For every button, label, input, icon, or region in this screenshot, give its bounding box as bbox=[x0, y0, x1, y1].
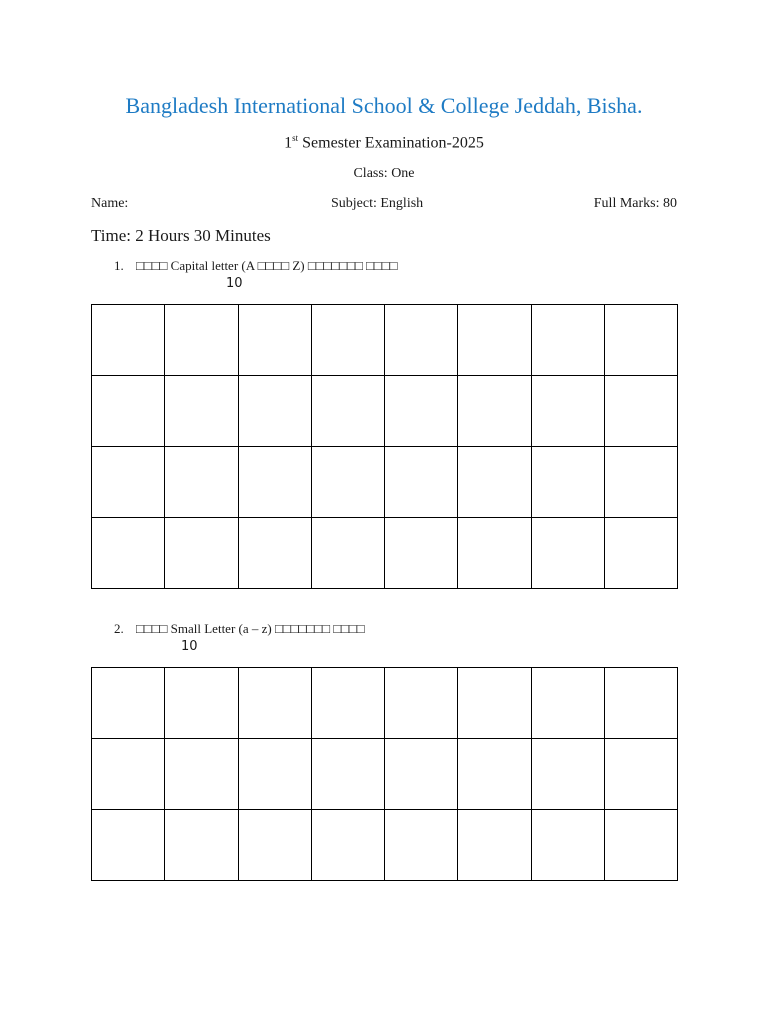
capital-letter-grid-answer-cell[interactable] bbox=[311, 447, 384, 518]
small-letter-grid-row bbox=[92, 668, 678, 739]
question-2-number: 2. bbox=[114, 621, 124, 636]
capital-letter-grid-answer-cell[interactable] bbox=[238, 518, 311, 589]
small-letter-grid-answer-cell[interactable] bbox=[238, 810, 311, 881]
question-1-marks: 10 bbox=[226, 276, 243, 291]
capital-letter-grid-row bbox=[92, 447, 678, 518]
small-letter-grid-answer-cell[interactable] bbox=[385, 739, 458, 810]
capital-letter-grid-answer-cell[interactable] bbox=[458, 518, 531, 589]
class-label: Class: One bbox=[353, 166, 415, 181]
small-letter-grid-answer-cell[interactable] bbox=[604, 810, 677, 881]
small-letter-grid-answer-cell[interactable] bbox=[458, 810, 531, 881]
question-1-text: □□□□ Capital letter (A □□□□ Z) □□□□□□□ □□□□ bbox=[136, 258, 398, 273]
capital-letter-grid-answer-cell[interactable] bbox=[385, 376, 458, 447]
capital-letter-grid-answer-cell[interactable] bbox=[604, 305, 677, 376]
capital-letter-grid-answer-cell[interactable] bbox=[531, 305, 604, 376]
capital-letter-grid-answer-cell[interactable] bbox=[604, 518, 677, 589]
capital-letter-grid-answer-cell[interactable] bbox=[165, 518, 238, 589]
capital-letter-grid-answer-cell[interactable] bbox=[238, 447, 311, 518]
capital-letter-grid-answer-cell[interactable] bbox=[385, 447, 458, 518]
small-letter-grid-answer-cell[interactable] bbox=[165, 739, 238, 810]
capital-letter-grid-answer-cell[interactable] bbox=[458, 305, 531, 376]
capital-letter-grid-row bbox=[92, 376, 678, 447]
capital-letter-grid-answer-cell[interactable] bbox=[531, 376, 604, 447]
capital-letter-grid-answer-cell[interactable] bbox=[165, 305, 238, 376]
capital-letter-grid bbox=[91, 304, 678, 589]
small-letter-grid-answer-cell[interactable] bbox=[458, 668, 531, 739]
small-letter-grid-answer-cell[interactable] bbox=[531, 810, 604, 881]
small-letter-grid-answer-cell[interactable] bbox=[238, 739, 311, 810]
capital-letter-grid-answer-cell[interactable] bbox=[385, 518, 458, 589]
question-2 bbox=[114, 621, 365, 637]
name-label: Name: bbox=[91, 196, 129, 211]
time-label: Time: 2 Hours 30 Minutes bbox=[91, 226, 271, 245]
small-letter-grid-answer-cell[interactable] bbox=[531, 739, 604, 810]
small-letter-grid-answer-cell[interactable] bbox=[531, 668, 604, 739]
question-2-text: □□□□ Small Letter (a – z) □□□□□□□ □□□□ bbox=[136, 621, 365, 636]
capital-letter-grid-answer-cell[interactable] bbox=[165, 447, 238, 518]
small-letter-grid-answer-cell[interactable] bbox=[458, 739, 531, 810]
capital-letter-grid-answer-cell[interactable] bbox=[165, 376, 238, 447]
small-letter-grid-answer-cell[interactable] bbox=[92, 810, 165, 881]
small-letter-grid-answer-cell[interactable] bbox=[165, 810, 238, 881]
question-1 bbox=[114, 258, 397, 274]
capital-letter-grid-answer-cell[interactable] bbox=[238, 305, 311, 376]
school-title: Bangladesh International School & College Jeddah, Bisha. bbox=[125, 93, 643, 118]
capital-letter-grid-answer-cell[interactable] bbox=[604, 447, 677, 518]
capital-letter-grid-answer-cell[interactable] bbox=[604, 376, 677, 447]
capital-letter-grid-answer-cell[interactable] bbox=[311, 376, 384, 447]
exam-title bbox=[0, 133, 768, 152]
subject-label: Subject: English bbox=[331, 196, 424, 211]
capital-letter-grid-row bbox=[92, 305, 678, 376]
full-marks-label: Full Marks: 80 bbox=[593, 196, 677, 211]
small-letter-grid-answer-cell[interactable] bbox=[385, 668, 458, 739]
question-2-marks: 10 bbox=[181, 639, 198, 654]
small-letter-grid-row bbox=[92, 739, 678, 810]
small-letter-grid bbox=[91, 667, 678, 881]
capital-letter-grid-answer-cell[interactable] bbox=[311, 305, 384, 376]
capital-letter-grid-answer-cell[interactable] bbox=[92, 376, 165, 447]
capital-letter-grid-answer-cell[interactable] bbox=[458, 447, 531, 518]
capital-letter-grid-answer-cell[interactable] bbox=[531, 447, 604, 518]
small-letter-grid-answer-cell[interactable] bbox=[604, 668, 677, 739]
small-letter-grid-answer-cell[interactable] bbox=[92, 739, 165, 810]
capital-letter-grid-answer-cell[interactable] bbox=[92, 447, 165, 518]
exam-title-prefix: 1 bbox=[284, 134, 293, 152]
capital-letter-grid-row bbox=[92, 518, 678, 589]
small-letter-grid-row bbox=[92, 810, 678, 881]
capital-letter-grid-answer-cell[interactable] bbox=[531, 518, 604, 589]
exam-title-rest: Semester Examination-2025 bbox=[298, 134, 484, 152]
question-1-number: 1. bbox=[114, 258, 124, 273]
small-letter-grid-answer-cell[interactable] bbox=[311, 739, 384, 810]
small-letter-grid-answer-cell[interactable] bbox=[238, 668, 311, 739]
capital-letter-grid-answer-cell[interactable] bbox=[92, 305, 165, 376]
small-letter-grid-answer-cell[interactable] bbox=[311, 668, 384, 739]
capital-letter-grid-answer-cell[interactable] bbox=[92, 518, 165, 589]
capital-letter-grid-answer-cell[interactable] bbox=[238, 376, 311, 447]
small-letter-grid-answer-cell[interactable] bbox=[311, 810, 384, 881]
small-letter-grid-answer-cell[interactable] bbox=[604, 739, 677, 810]
exam-title-superscript: st bbox=[292, 133, 299, 143]
info-row bbox=[91, 196, 677, 214]
small-letter-grid-answer-cell[interactable] bbox=[165, 668, 238, 739]
small-letter-grid-answer-cell[interactable] bbox=[385, 810, 458, 881]
capital-letter-grid-answer-cell[interactable] bbox=[458, 376, 531, 447]
capital-letter-grid-answer-cell[interactable] bbox=[385, 305, 458, 376]
small-letter-grid-answer-cell[interactable] bbox=[92, 668, 165, 739]
capital-letter-grid-answer-cell[interactable] bbox=[311, 518, 384, 589]
